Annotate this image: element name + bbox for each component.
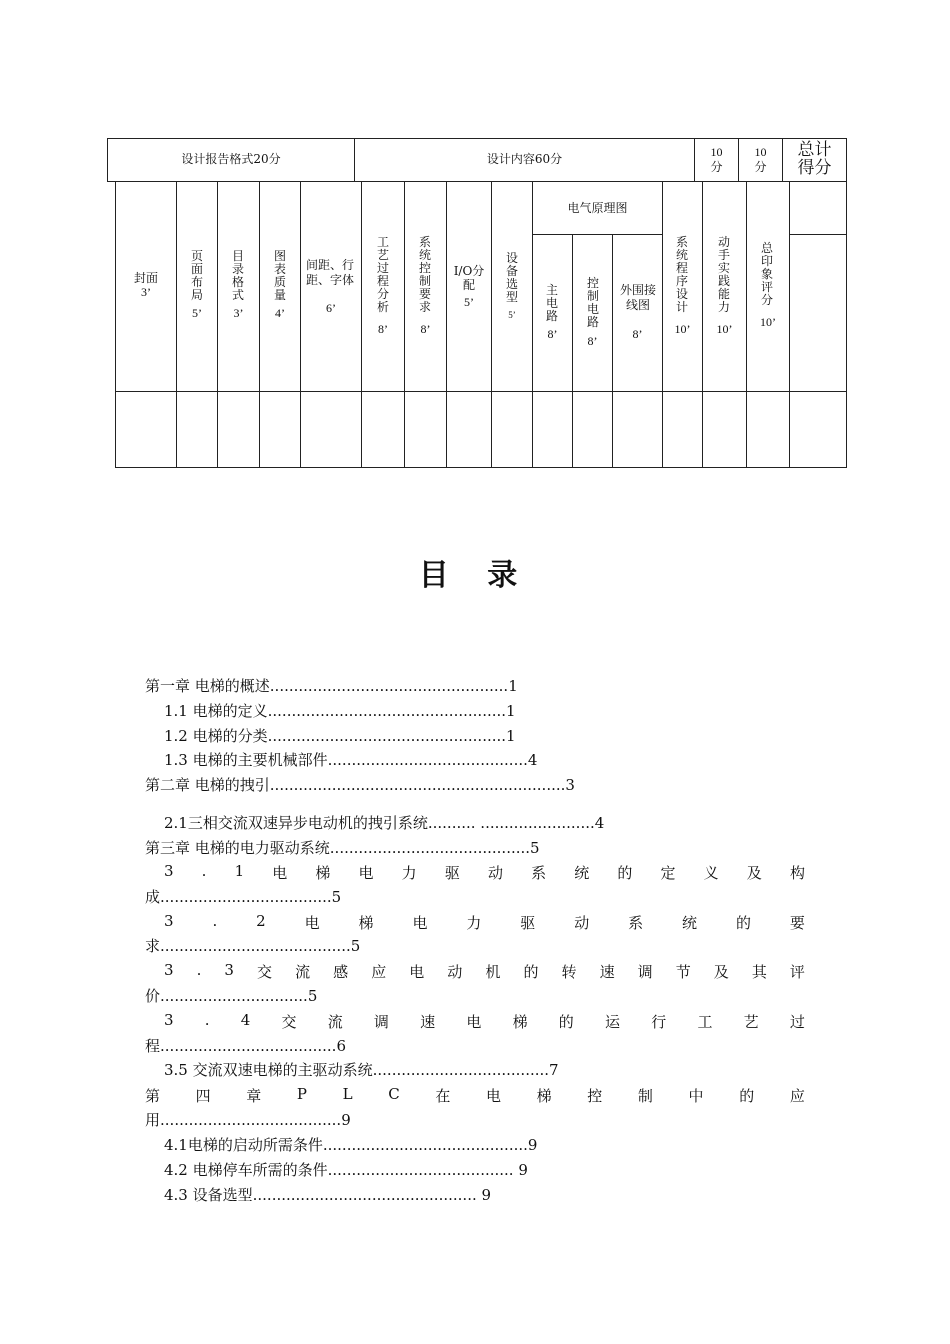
toc-entry-justified[interactable]: 3 . 1 电 梯 电 力 驱 动 系 统 的 定 义 及 构: [164, 862, 805, 882]
col-label-program-design: 系统程序设计: [675, 235, 688, 314]
toc-entry-page: 5: [530, 839, 540, 857]
col-label-hands-on: 动手实践能力: [717, 235, 730, 314]
col-score-equipment-selection: 5’: [508, 310, 516, 320]
col-label-chart-quality: 图表质量: [273, 249, 286, 302]
col-score-main-circuit: 8’: [547, 327, 558, 341]
col-score-control-requirements: 8’: [420, 322, 431, 336]
toc-entry-text: 第一章 电梯的概述: [145, 677, 270, 695]
header-total-line2: 得分: [797, 158, 832, 178]
toc-entry-text: 第二章 电梯的拽引: [145, 776, 270, 794]
toc-entry-dots: ..................................................: [267, 727, 507, 745]
header-ten-b-unit: 分: [754, 160, 767, 174]
toc-entry[interactable]: [164, 813, 604, 833]
toc-entry-page: 4: [594, 814, 605, 832]
toc-entry-dots: ...............................................: [252, 1186, 482, 1204]
toc-entry-justified[interactable]: 3 . 2 电 梯 电 力 驱 动 系 统 的 要: [164, 912, 805, 932]
toc-entry-page: 9: [518, 1161, 528, 1179]
toc-entry-text: 1.1 电梯的定义: [164, 702, 268, 720]
toc-entry-justified[interactable]: 3 . 4 交 流 调 速 电 梯 的 运 行 工 艺 过: [164, 1011, 805, 1031]
col-score-hands-on: 10’: [716, 322, 733, 336]
electrical-group-header: 电气原理图: [567, 201, 628, 215]
toc-entry[interactable]: [145, 676, 518, 696]
toc-entry-dots: ...............................: [160, 987, 308, 1005]
toc-entry-dots: ........................................: [160, 937, 351, 955]
toc-entry-page: 1: [508, 677, 518, 695]
col-label-io-allocation: I/O分配: [453, 264, 485, 292]
col-score-process-analysis: 8’: [378, 322, 388, 336]
toc-entry[interactable]: [145, 838, 540, 858]
toc-entry-page: 5: [331, 888, 342, 906]
col-label-control-requirements: 系统控制要求: [418, 235, 431, 314]
toc-entry-dots: .......................................: [327, 1161, 519, 1179]
col-label-toc-format: 目录格式: [231, 249, 244, 302]
toc-entry-text: 第三章 电梯的电力驱动系统: [145, 839, 330, 857]
col-label-cover: 封面: [133, 271, 158, 285]
col-label-equipment-selection: 设备选型: [505, 251, 518, 304]
toc-entry-dots: ..................................................: [267, 702, 507, 720]
toc-entry-continuation[interactable]: [145, 1036, 346, 1056]
toc-entry-dots: ..........................................: [327, 751, 528, 769]
toc-entry-text: 2.1三相交流双速异步电动机的拽引系统: [164, 814, 428, 832]
toc-entry-page: 1: [506, 702, 516, 720]
toc-entry-page: 9: [341, 1111, 351, 1129]
toc-entry[interactable]: [164, 1060, 559, 1080]
col-score-cover: 3’: [141, 285, 151, 299]
col-score-program-design: 10’: [674, 322, 691, 336]
header-ten-a-num: 10: [710, 145, 723, 159]
toc-entry-dots: ..............................................................: [269, 776, 566, 794]
header-ten-b-num: 10: [754, 145, 767, 159]
toc-entry-dots: .....................................: [372, 1061, 550, 1079]
toc-entry-dots: ....................................: [160, 888, 332, 906]
toc-entry-text: 求: [145, 937, 161, 955]
col-score-toc-format: 3’: [233, 306, 244, 320]
col-score-control-circuit: 8’: [587, 334, 598, 348]
toc-entry-text: 价: [145, 987, 161, 1005]
toc-entry-text: 4.3 设备选型: [164, 1186, 253, 1204]
toc-entry-page: 9: [481, 1186, 492, 1204]
toc-entry-text: 程: [145, 1037, 161, 1055]
toc-entry-text: 用: [145, 1111, 161, 1129]
toc-entry-text: 成: [145, 888, 161, 906]
header-content-cell: 设计内容60分: [486, 152, 563, 166]
toc-title: 目 录: [418, 558, 532, 593]
toc-entry-continuation[interactable]: [145, 936, 360, 956]
toc-entry[interactable]: [164, 750, 537, 770]
header-total-line1: 总计: [797, 140, 832, 160]
toc-entry-page: 3: [565, 776, 575, 794]
toc-entry[interactable]: [164, 1160, 528, 1180]
col-score-spacing: 6’: [326, 301, 336, 315]
toc-entry[interactable]: [164, 726, 516, 746]
toc-entry[interactable]: [164, 1135, 537, 1155]
toc-entry[interactable]: [145, 775, 575, 795]
toc-entry-text: 3.5 交流双速电梯的主驱动系统: [164, 1061, 373, 1079]
col-score-chart-quality: 4’: [275, 306, 285, 320]
toc-entry-dots: ..................................................: [269, 677, 509, 695]
toc-entry-page: 5: [307, 987, 318, 1005]
col-label-spacing: 间距、行距、字体: [305, 258, 354, 287]
toc-entry-justified[interactable]: 3 . 3 交 流 感 应 电 动 机 的 转 速 调 节 及 其 评: [164, 961, 805, 981]
toc-entry-text: 1.3 电梯的主要机械部件: [164, 751, 328, 769]
col-label-control-circuit: 控制电路: [586, 276, 599, 329]
toc-entry-continuation[interactable]: [145, 887, 341, 907]
toc-entry-page: 4: [527, 751, 538, 769]
toc-entry-page: 7: [549, 1061, 559, 1079]
toc-entry-dots: .......... ........................: [427, 814, 595, 832]
col-score-overall-impression: 10’: [760, 315, 776, 329]
toc-entry-text: 4.1电梯的启动所需条件: [164, 1136, 323, 1154]
header-format-cell: 设计报告格式20分: [181, 152, 281, 166]
col-label-process-analysis: 工艺过程分析: [376, 235, 389, 314]
toc-entry-page: 9: [527, 1136, 538, 1154]
header-ten-a-unit: 分: [710, 160, 723, 174]
toc-entry-continuation[interactable]: [145, 1110, 351, 1130]
col-label-overall-impression: 总印象评分: [760, 241, 773, 307]
toc-entry-page: 5: [350, 937, 361, 955]
toc-entry-dots: ..........................................: [329, 839, 531, 857]
col-label-peripheral-wiring: 外围接线图: [620, 283, 657, 312]
toc-entry-page: 1: [506, 727, 516, 745]
toc-entry[interactable]: [164, 701, 516, 721]
col-score-page-layout: 5’: [192, 306, 202, 320]
col-score-io-allocation: 5’: [464, 295, 474, 309]
toc-entry-continuation[interactable]: [145, 986, 317, 1006]
toc-entry-dots: ......................................: [160, 1111, 342, 1129]
toc-entry-text: 1.2 电梯的分类: [164, 727, 268, 745]
toc-entry-justified[interactable]: 第 四 章 P L C 在 电 梯 控 制 中 的 应: [145, 1085, 805, 1105]
toc-entry[interactable]: [164, 1185, 491, 1205]
toc-entry-page: 6: [336, 1037, 346, 1055]
col-label-main-circuit: 主电路: [545, 283, 558, 323]
toc-entry-text: 4.2 电梯停车所需的条件: [164, 1161, 328, 1179]
toc-entry-dots: ...........................................: [322, 1136, 528, 1154]
col-label-page-layout: 页面布局: [190, 249, 203, 302]
toc-entry-dots: .....................................: [160, 1037, 337, 1055]
col-score-peripheral-wiring: 8’: [632, 327, 643, 341]
